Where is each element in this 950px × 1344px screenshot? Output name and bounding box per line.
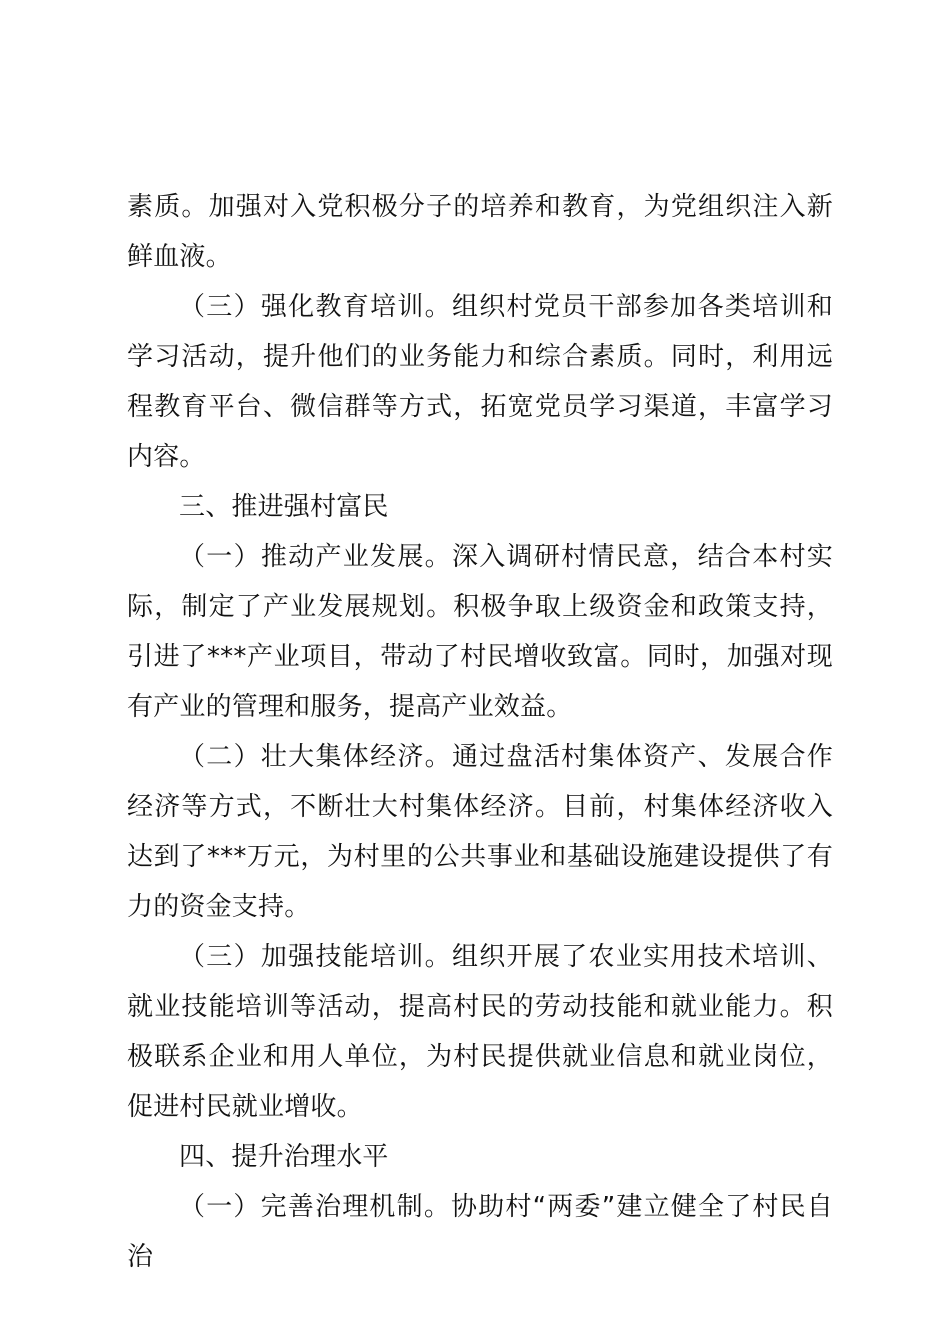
paragraph-continuation: 素质。加强对入党积极分子的培养和教育，为党组织注入新鲜血液。 <box>127 192 833 272</box>
section-heading-strong-village: 三、推进强村富民 <box>179 492 389 522</box>
section-heading-governance: 四、提升治理水平 <box>179 1142 389 1172</box>
paragraph-industry-development: （一）推动产业发展。深入调研村情民意，结合本村实际，制定了产业发展规划。积极争取上级资金和政策支持，引进了***产业项目，带动了村民增收致富。同时，加强对现有产业的管理和服务，提高产业效益。 <box>127 542 833 722</box>
document-body <box>127 182 833 1282</box>
paragraph-collective-economy: （二）壮大集体经济。通过盘活村集体资产、发展合作经济等方式，不断壮大村集体经济。目前，村集体经济收入达到了***万元，为村里的公共事业和基础设施建设提供了有力的资金支持。 <box>127 742 833 922</box>
paragraph-governance-mechanism: （一）完善治理机制。协助村“两委”建立健全了村民自治 <box>127 1192 833 1272</box>
paragraph-skills-training: （三）加强技能培训。组织开展了农业实用技术培训、就业技能培训等活动，提高村民的劳动技能和就业能力。积极联系企业和用人单位，为村民提供就业信息和就业岗位，促进村民就业增收。 <box>127 942 833 1122</box>
paragraph-education-training: （三）强化教育培训。组织村党员干部参加各类培训和学习活动，提升他们的业务能力和综合素质。同时，利用远程教育平台、微信群等方式，拓宽党员学习渠道，丰富学习内容。 <box>127 292 833 472</box>
